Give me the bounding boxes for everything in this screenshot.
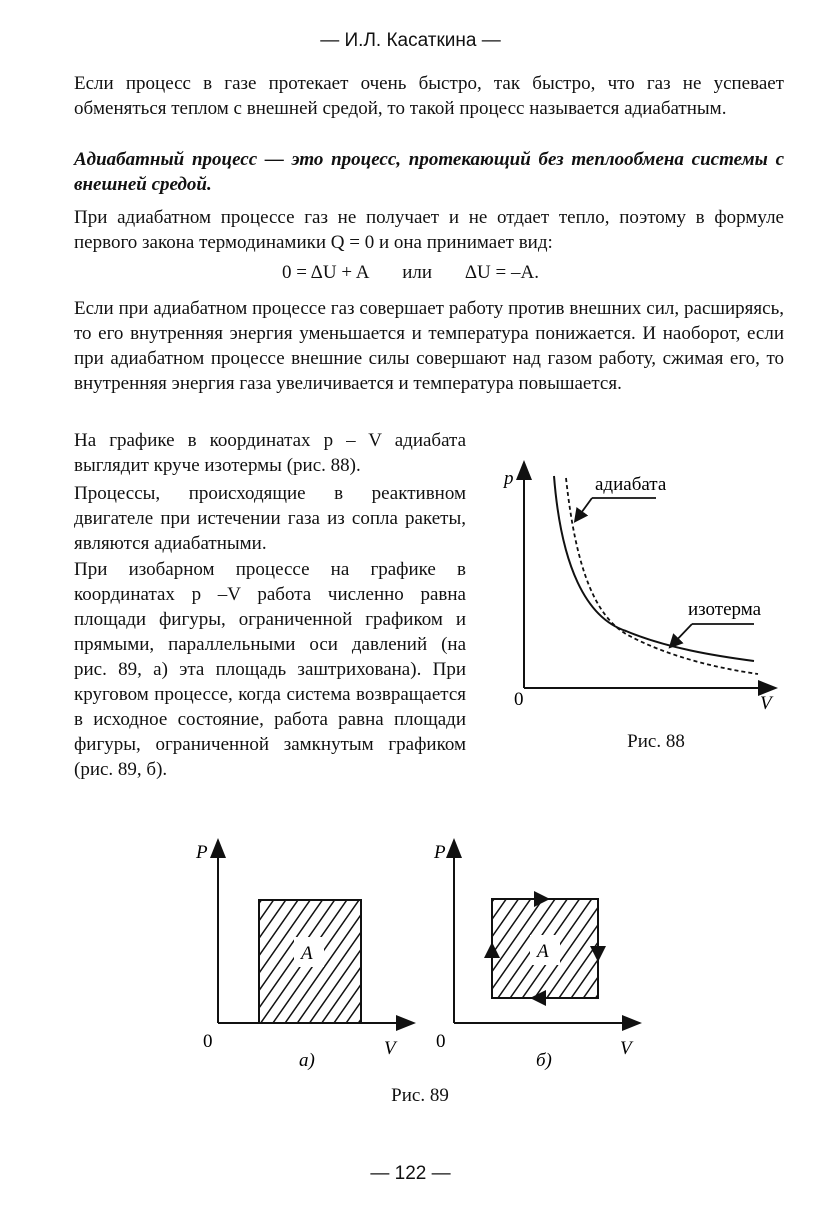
p-axis-label: p <box>504 468 514 489</box>
origin-label: 0 <box>514 689 524 710</box>
formula-right: ΔU = –A. <box>464 262 539 283</box>
figure-89a <box>195 842 406 1071</box>
paragraph-first-law: При адиабатном процессе газ не получает и не отдает тепло, поэтому в формуле первого закона термодинамики Q = 0 и она принимает вид: <box>74 207 784 253</box>
page-number: — 122 — <box>370 1163 451 1184</box>
figure-88-caption: Рис. 88 <box>627 731 685 752</box>
figure-89b <box>433 842 634 1071</box>
formula-left: 0 = ΔU + A <box>282 262 370 283</box>
adiabat-label: адиабата <box>595 474 667 495</box>
paragraph-energy-change: Если при адиабатном процессе газ совершает работу против внешних сил, расширяясь, то его внутренняя энергия уменьшается и температура понижается. И наоборот, если при адиабатном процессе внешние силы совершают над газом работу, сжимая его, то внутренняя энергия газа увеличивается и температура повышается. <box>74 298 784 394</box>
paragraph-work-area: При изобарном процессе на графике в координатах p –V работа численно равна площади фигуры, ограниченной графиком и прямыми, параллельными оси давлений (на рис. 89, а) эта площадь заштрихована). При круговом процессе, когда система возвращается в исходное состояние, работа равна площади фигуры, ограниченной замкнутым графиком (рис. 89, б). <box>74 559 466 780</box>
paragraph-adiabatic-intro: Если процесс в газе протекает очень быстро, так быстро, что газ не успевает обменяться теплом с внешней средой, то такой процесс называется адиабатным. <box>74 73 784 119</box>
figure-89-caption: Рис. 89 <box>391 1085 449 1106</box>
figure-89-work-area <box>186 832 646 1082</box>
paragraph-pv-graph: На графике в координатах p – V адиабата выглядит круче изотермы (рис. 88). <box>74 430 466 476</box>
fig89b-sublabel: б) <box>536 1050 552 1071</box>
fig89b-p-axis-label: P <box>434 842 446 863</box>
adiabat-leader-arrow <box>576 498 592 520</box>
fig89a-v-axis-label: V <box>384 1038 396 1059</box>
fig89b-area-label: A <box>537 941 549 962</box>
fig89a-area-label: A <box>301 943 313 964</box>
definition-adiabatic: Адиабатный процесс — это процесс, протекающий без теплообмена системы с внешней средой. <box>74 149 784 195</box>
running-header: — И.Л. Касаткина — <box>320 30 501 51</box>
isotherm-label: изотерма <box>688 599 762 620</box>
fig89a-sublabel: а) <box>299 1050 315 1071</box>
figure-88-adiabat-isotherm <box>496 456 796 756</box>
formula-connector: или <box>402 262 433 283</box>
paragraph-jet-engine: Процессы, происходящие в реактивном двигателе при истечении газа из сопла ракеты, являются адиабатными. <box>74 483 466 554</box>
fig89b-v-axis-label: V <box>620 1038 632 1059</box>
fig89b-origin-label: 0 <box>436 1031 446 1052</box>
v-axis-label: V <box>760 693 772 714</box>
adiabat-curve <box>566 478 758 674</box>
fig89a-origin-label: 0 <box>203 1031 213 1052</box>
formula-first-law <box>0 262 821 284</box>
isotherm-leader-arrow <box>671 624 692 646</box>
fig89a-p-axis-label: P <box>196 842 208 863</box>
isotherm-curve <box>554 476 754 661</box>
